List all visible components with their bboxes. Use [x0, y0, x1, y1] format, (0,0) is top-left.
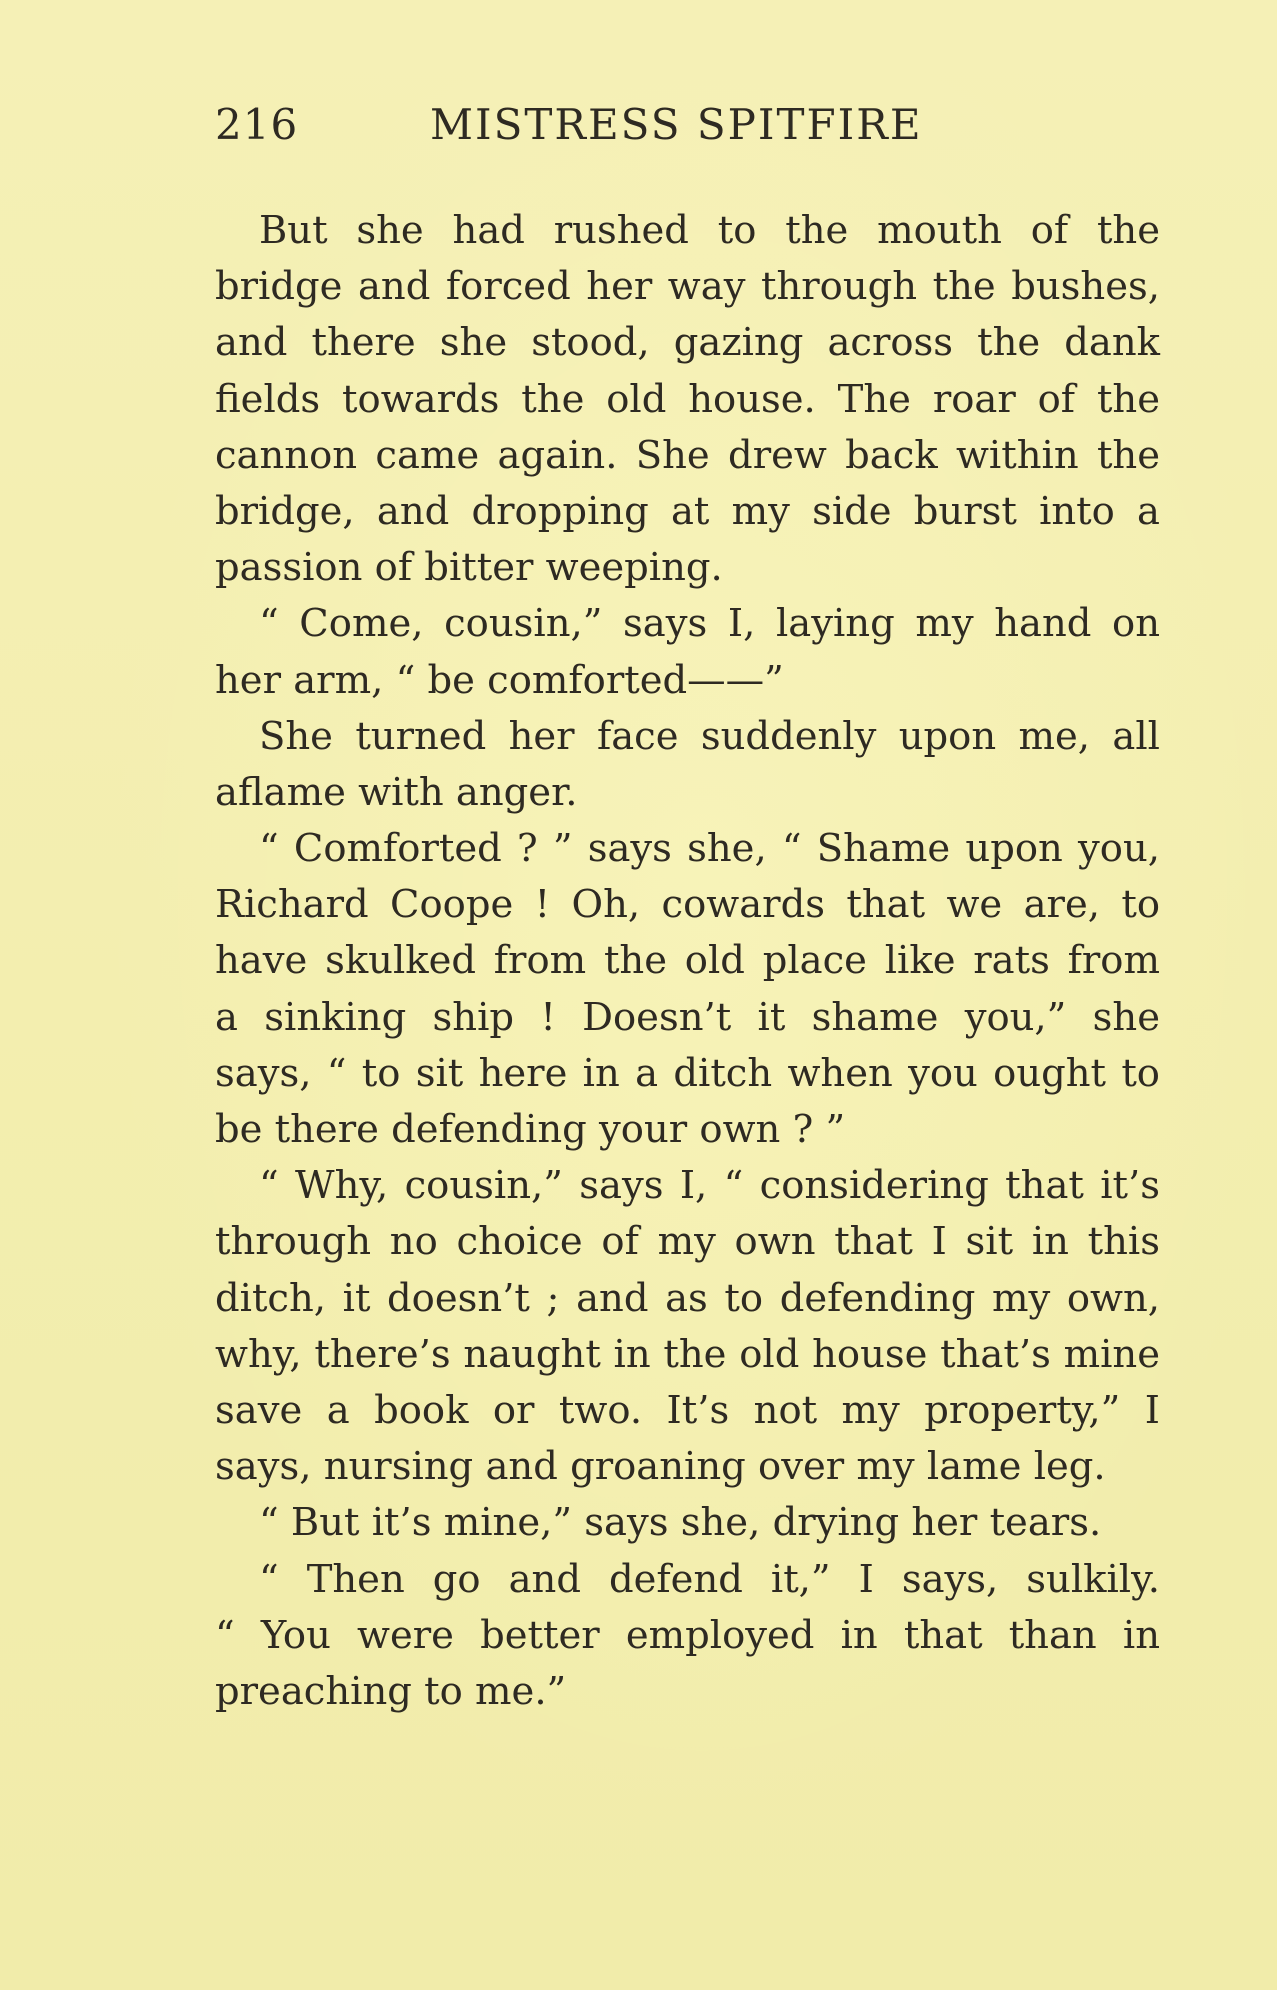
text-line: says, nursing and groaning over my lame leg.: [215, 1444, 1106, 1490]
text-line: her arm, “ be comforted——”: [215, 657, 784, 703]
text-line: save a book or two. It’s not my property,” I: [215, 1387, 1160, 1433]
text-line: bridge, and dropping at my side burst into a: [215, 488, 1160, 534]
text-line: “ Comforted ? ” says she, “ Shame upon you,: [259, 826, 1160, 872]
text-line: Richard Coope ! Oh, cowards that we are, to: [215, 882, 1160, 928]
text-line: cannon came again. She drew back within the: [215, 432, 1160, 478]
text-line: why, there’s naught in the old house that’s mine: [215, 1331, 1160, 1377]
text-line: says, “ to sit here in a ditch when you ought to: [215, 1050, 1160, 1096]
text-line: preaching to me.”: [215, 1668, 567, 1714]
text-line: passion of bitter weeping.: [215, 545, 723, 591]
text-line: “ Then go and defend it,” I says, sulkily.: [259, 1556, 1160, 1602]
body-text: [215, 203, 1160, 1720]
text-line: fields towards the old house. The roar of the: [215, 376, 1160, 422]
text-line: through no choice of my own that I sit in this: [215, 1219, 1160, 1265]
text-line: But she had rushed to the mouth of the: [259, 208, 1160, 253]
running-head: [215, 100, 1165, 160]
running-title: MISTRESS SPITFIRE: [430, 100, 923, 149]
text-line: be there defending your own ? ”: [215, 1107, 846, 1152]
page-number: 216: [215, 100, 299, 149]
text-line: bridge and forced her way through the bushes,: [215, 264, 1160, 310]
text-line: have skulked from the old place like rats from: [215, 938, 1160, 984]
text-line: and there she stood, gazing across the dank: [215, 320, 1160, 366]
text-line: ditch, it doesn’t ; and as to defending my own,: [215, 1275, 1160, 1321]
text-line: a sinking ship ! Doesn’t it shame you,” she: [215, 994, 1160, 1040]
text-line: “ Why, cousin,” says I, “ considering that it’s: [259, 1163, 1160, 1209]
text-line: “ You were better employed in that than in: [215, 1612, 1160, 1658]
text-line: “ Come, cousin,” says I, laying my hand on: [259, 601, 1160, 647]
text-line: aflame with anger.: [215, 769, 578, 815]
text-line: She turned her face suddenly upon me, all: [259, 713, 1160, 759]
text-line: “ But it’s mine,” says she, drying her tears.: [259, 1500, 1102, 1546]
